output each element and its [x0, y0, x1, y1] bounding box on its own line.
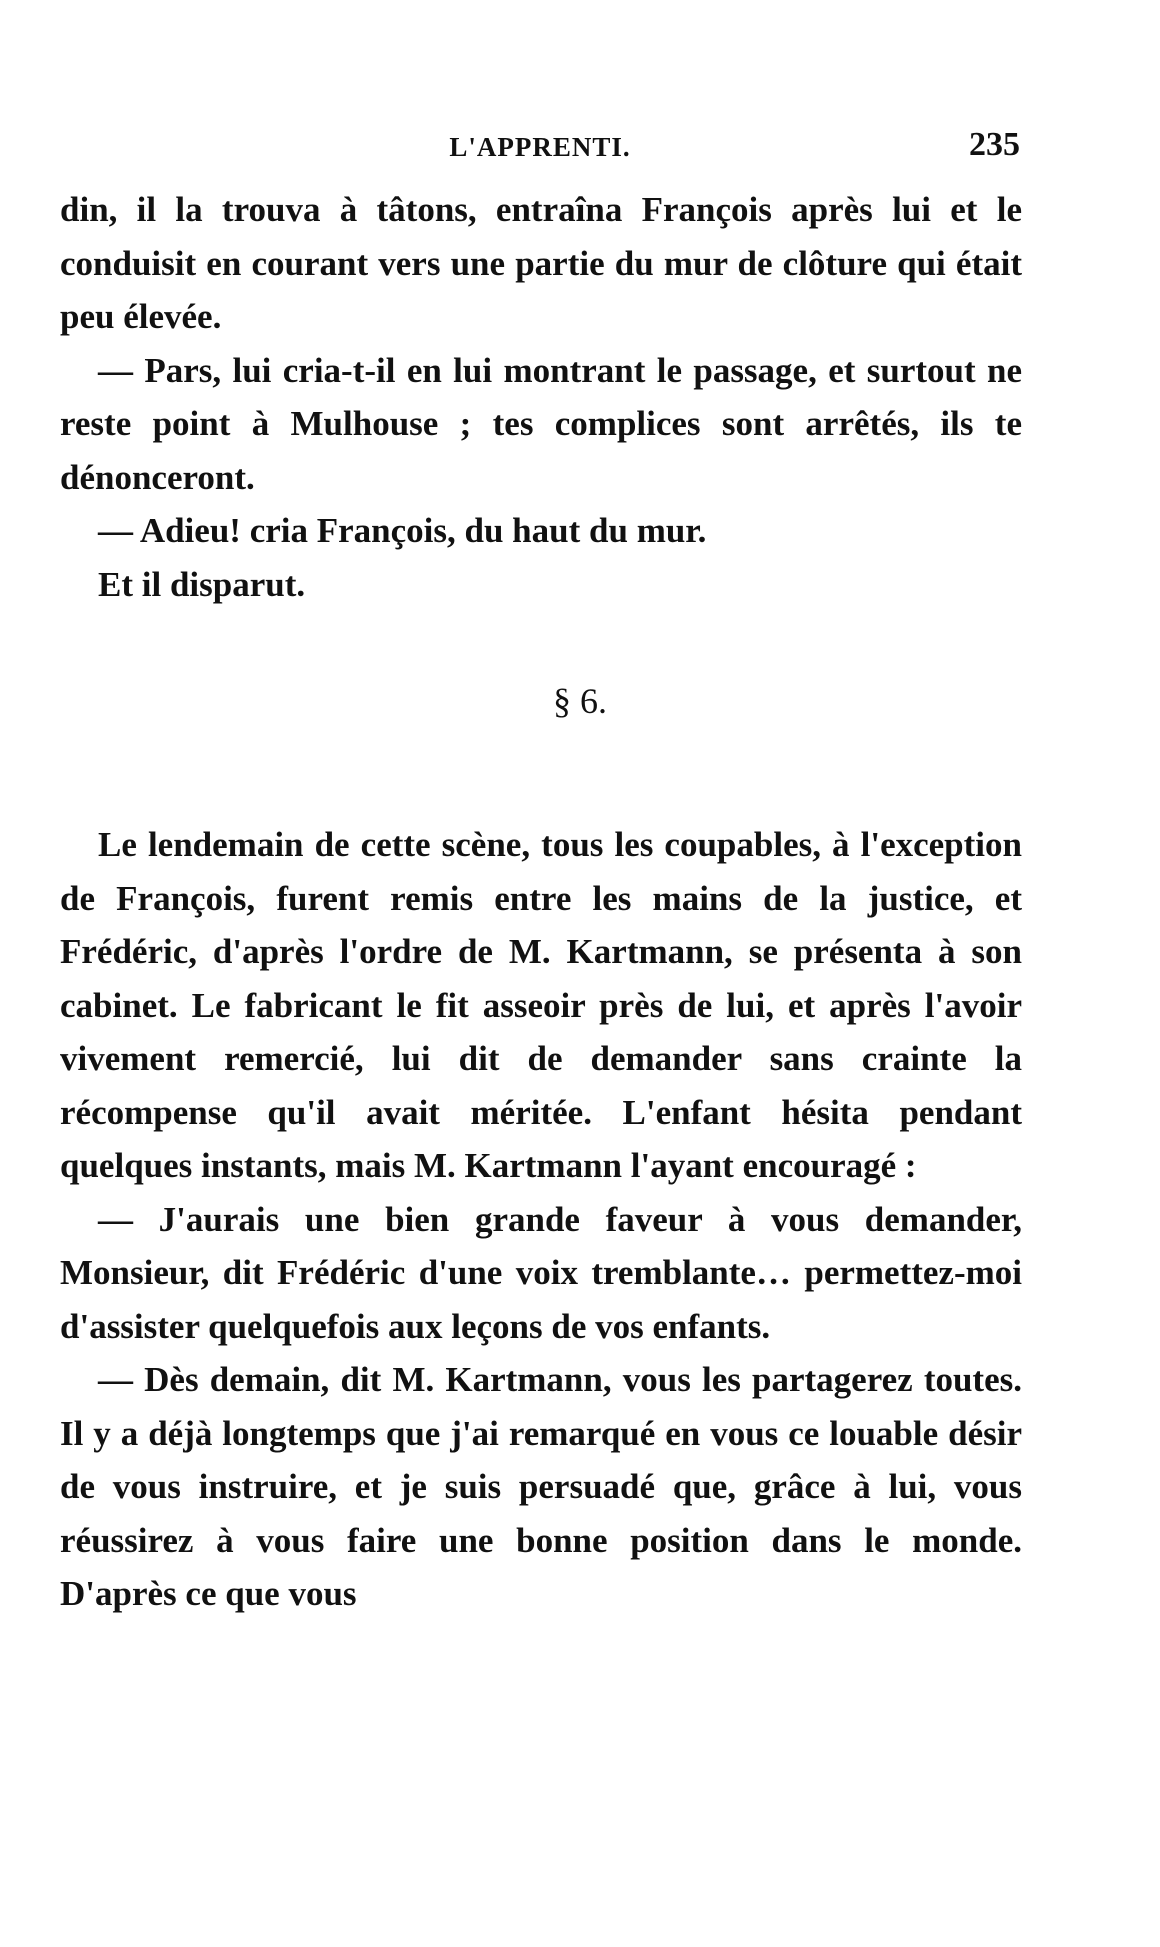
- paragraph: Le lendemain de cette scène, tous les coupables, à l'exception de François, furent remis entre les mains de la justice, et Frédéric, d'après l'ordre de M. Kartmann, se présenta à son cabinet. Le fabricant le fit asseoir près de lui, et après l'avoir vivement remercié, lui dit de demander sans crainte la récompense qu'il avait méritée. L'enfant hésita pendant quelques instants, mais M. Kartmann l'ayant encouragé :: [60, 825, 1022, 1185]
- paragraph: din, il la trouva à tâtons, entraîna François après lui et le conduisit en courant vers une partie du mur de clôture qui était peu élevée.: [60, 190, 1022, 336]
- text-after-section: [60, 818, 1022, 1621]
- paragraph: — Adieu! cria François, du haut du mur.: [98, 511, 707, 550]
- section-heading: § 6.: [553, 681, 607, 721]
- paragraph: Et il disparut.: [98, 564, 306, 604]
- paragraph: — J'aurais une bien grande faveur à vous demander, Monsieur, dit Frédéric d'une voix tremblante… permettez-moi d'assister quelquefois aux leçons de vos enfants.: [60, 1199, 1022, 1346]
- running-head: [60, 126, 1020, 166]
- paragraph: — Pars, lui cria-t-il en lui montrant le passage, et surtout ne reste point à Mulhouse ; tes complices sont arrêtés, ils te dénonceront.: [60, 350, 1022, 497]
- running-title: L'APPRENTI.: [449, 132, 631, 162]
- paragraph: — Dès demain, dit M. Kartmann, vous les partagerez toutes. Il y a déjà longtemps que j'ai remarqué en vous ce louable désir de vous instruire, et je suis persuadé que, grâce à lui, vous réussirez à vous faire une bonne position dans le monde. D'après ce que vous: [60, 1360, 1022, 1613]
- page-number: 235: [969, 126, 1020, 163]
- text-before-section: [60, 183, 1022, 611]
